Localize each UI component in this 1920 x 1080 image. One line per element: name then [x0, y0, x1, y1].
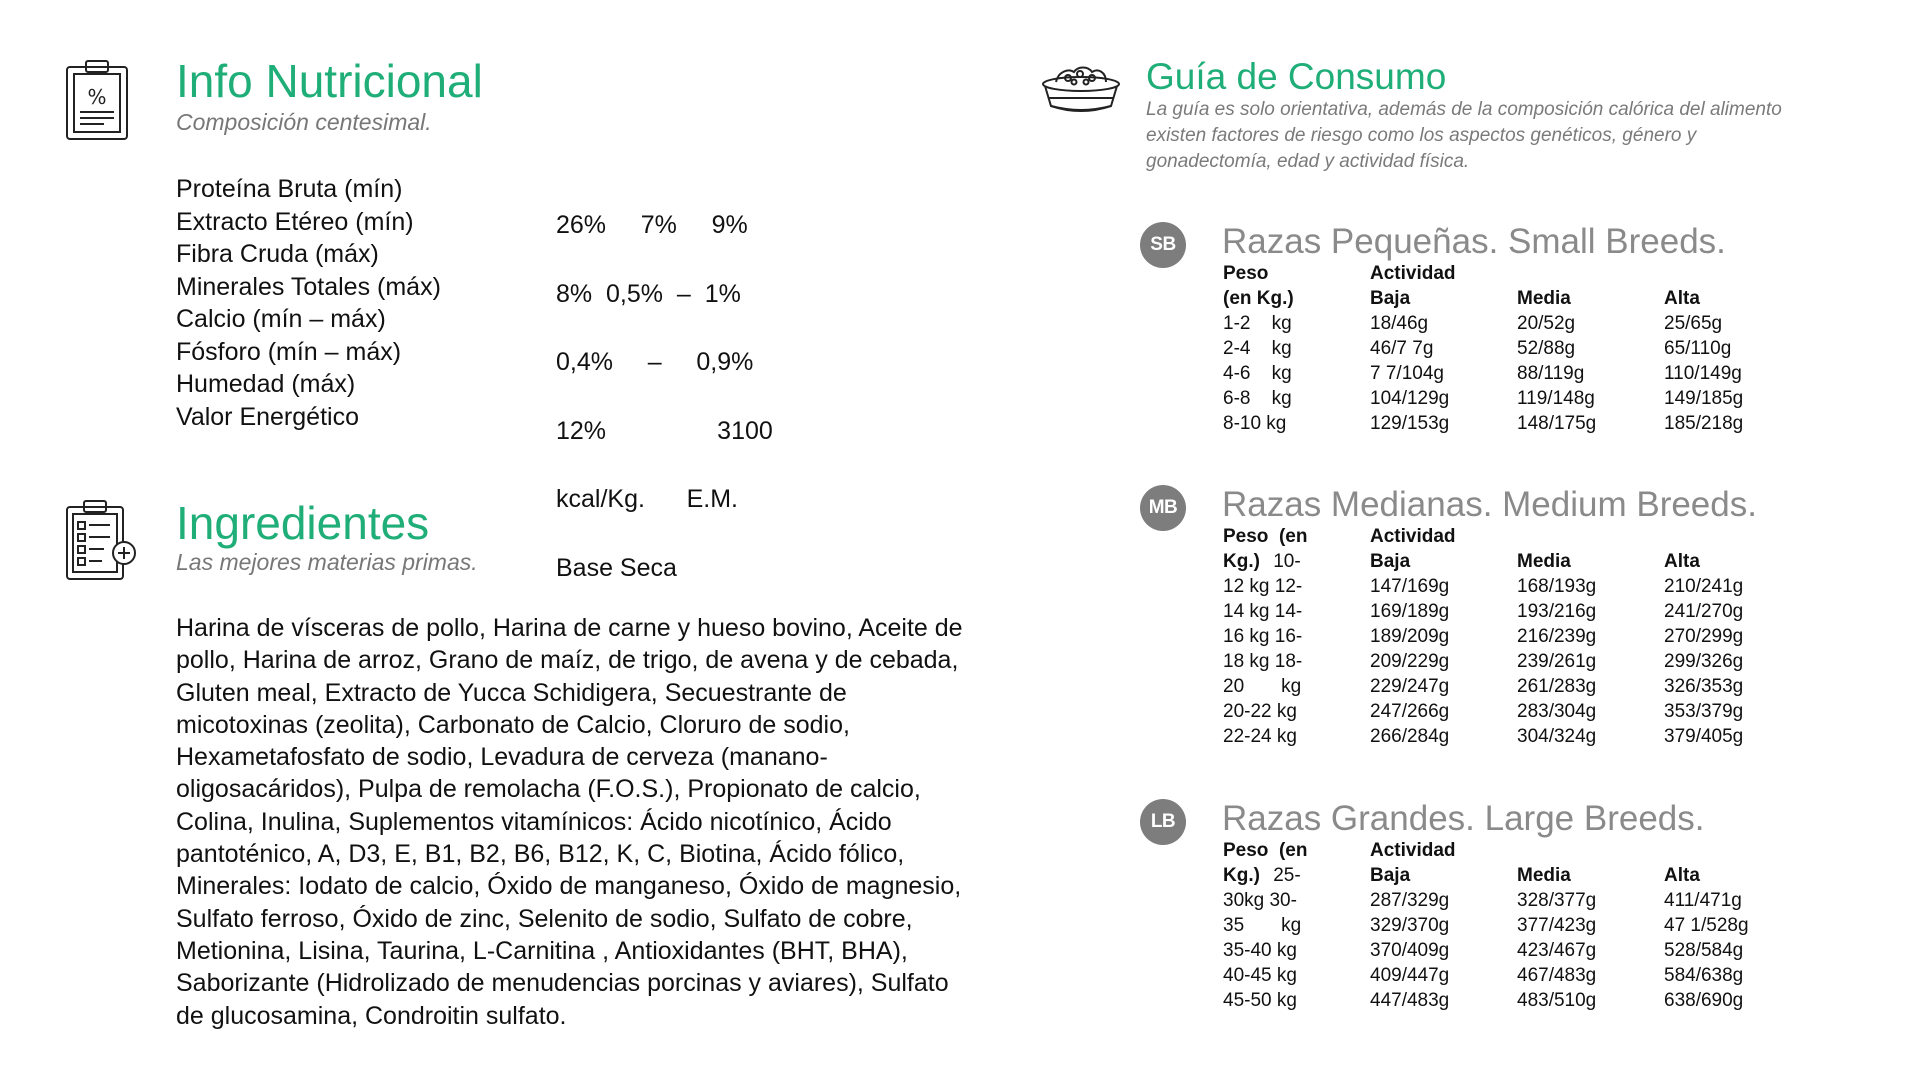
table-cell: 353/379g — [1664, 701, 1744, 722]
table-header-row — [1223, 549, 1774, 574]
header-cell: Peso (en — [1223, 840, 1308, 861]
badge-small-breeds: SB — [1140, 222, 1186, 268]
badge-medium-breeds: MB — [1140, 485, 1186, 531]
table-cell: 328/377g — [1517, 890, 1597, 911]
table-cell: 149/185g — [1664, 388, 1744, 409]
table-cell: 326/353g — [1664, 676, 1744, 697]
header-cell — [1664, 261, 1774, 286]
nutrient-label: Humedad (máx) — [176, 370, 356, 398]
nutrient-values — [556, 173, 773, 602]
header-cell — [1664, 524, 1774, 549]
table-header-row — [1223, 286, 1774, 311]
nutrient-value: 8% 0,5% – 1% — [556, 279, 741, 308]
nutrient-label: Calcio (mín – máx) — [176, 305, 386, 333]
ingredients-title: Ingredientes — [176, 497, 430, 549]
table-cell: 185/218g — [1664, 413, 1744, 434]
table-row — [1223, 361, 1774, 386]
medium-breeds-table — [1223, 524, 1774, 749]
header-cell: Peso (en — [1223, 526, 1308, 547]
table-row — [1223, 386, 1774, 411]
table-cell: 266/284g — [1370, 726, 1450, 747]
table-cell: 14 kg 14- — [1223, 601, 1303, 622]
table-cell: 216/239g — [1517, 626, 1597, 647]
table-cell: 12 kg 12- — [1223, 576, 1303, 597]
nutrient-label: Valor Energético — [176, 402, 359, 431]
header-cell: Media — [1517, 865, 1571, 886]
table-row — [1223, 649, 1774, 674]
header-cell: Actividad — [1370, 263, 1456, 284]
header-cell: Baja — [1370, 865, 1411, 886]
table-cell: 7 7/104g — [1370, 363, 1444, 384]
table-row — [1223, 988, 1774, 1013]
table-cell: 447/483g — [1370, 990, 1450, 1011]
table-cell: 168/193g — [1517, 576, 1597, 597]
table-cell: 467/483g — [1517, 965, 1597, 986]
table-cell: 52/88g — [1517, 338, 1576, 359]
svg-text:%: % — [87, 85, 107, 109]
table-cell: 270/299g — [1664, 626, 1744, 647]
header-cell: Actividad — [1370, 840, 1456, 861]
table-row — [1223, 724, 1774, 749]
table-cell: 299/326g — [1664, 651, 1744, 672]
table-cell: 210/241g — [1664, 576, 1744, 597]
weight-range-start: 25- — [1273, 865, 1301, 886]
header-cell: Media — [1517, 551, 1571, 572]
header-cell: Baja — [1370, 551, 1411, 572]
table-cell: 239/261g — [1517, 651, 1597, 672]
table-header-row — [1223, 863, 1774, 888]
table-cell: 22-24 kg — [1223, 726, 1297, 747]
header-cell: Actividad — [1370, 526, 1456, 547]
table-cell: 148/175g — [1517, 413, 1597, 434]
table-row — [1223, 411, 1774, 436]
badge-large-breeds: LB — [1140, 799, 1186, 845]
info-subtitle: Composición centesimal. — [176, 109, 432, 135]
large-breeds-table — [1223, 838, 1774, 1013]
table-cell: 46/7 7g — [1370, 338, 1434, 359]
header-cell — [1517, 524, 1664, 549]
header-cell — [1664, 838, 1774, 863]
header-cell — [1517, 261, 1664, 286]
table-cell: 2-4 kg — [1223, 338, 1292, 359]
header-cell — [1517, 838, 1664, 863]
table-header-row — [1223, 261, 1774, 286]
table-cell: 379/405g — [1664, 726, 1744, 747]
clipboard-percent-icon — [64, 58, 130, 142]
nutrient-value: 0,4% – 0,9% — [556, 348, 754, 376]
table-cell: 110/149g — [1664, 363, 1742, 384]
table-cell: 209/229g — [1370, 651, 1450, 672]
table-cell: 283/304g — [1517, 701, 1597, 722]
header-cell: (en Kg.) — [1223, 288, 1294, 309]
table-cell: 18/46g — [1370, 313, 1429, 334]
nutrient-labels — [176, 173, 441, 433]
table-row — [1223, 336, 1774, 361]
nutrient-label: Proteína Bruta (mín) — [176, 175, 403, 203]
table-cell: 304/324g — [1517, 726, 1597, 747]
checklist-clipboard-icon — [64, 498, 140, 582]
table-cell: 193/216g — [1517, 601, 1597, 622]
table-cell: 528/584g — [1664, 940, 1744, 961]
nutrient-value: Base Seca — [556, 553, 677, 582]
table-cell: 483/510g — [1517, 990, 1597, 1011]
weight-range-start: 10- — [1273, 551, 1301, 572]
nutrient-value: 26% 7% 9% — [556, 211, 748, 239]
table-cell: 287/329g — [1370, 890, 1450, 911]
table-cell: 20/52g — [1517, 313, 1576, 334]
table-header-row — [1223, 838, 1774, 863]
table-cell: 411/471g — [1664, 890, 1742, 911]
header-cell: Media — [1517, 288, 1571, 309]
table-cell: 35 kg — [1223, 915, 1302, 936]
guide-title: Guía de Consumo — [1146, 56, 1447, 97]
table-cell: 261/283g — [1517, 676, 1597, 697]
nutrient-label: Minerales Totales (máx) — [176, 272, 441, 301]
table-cell: 88/119g — [1517, 363, 1585, 384]
table-cell: 147/169g — [1370, 576, 1450, 597]
food-bowl-icon — [1040, 60, 1122, 116]
table-cell: 35-40 kg — [1223, 940, 1297, 961]
header-cell: Kg.) — [1223, 865, 1260, 886]
table-cell: 40-45 kg — [1223, 965, 1297, 986]
ingredients-text: Harina de vísceras de pollo, Harina de carne y hueso bovino, Aceite de pollo, Harina de arroz, Grano de maíz, de trigo, de avena y de cebada, Gluten meal, Extracto de Yucca Schidigera, Secuestrante de micotoxinas (zeolita), Carbonato de Calcio, Cloruro de sodio, Hexametafosfato de sodio, Levadura de cerveza (manano-oligosacáridos), Pulpa de remolacha (F.O.S.), Propionato de calcio, Colina, Inulina, Suplementos vitamínicos: Ácido nicotínico, Ácido pantoténico, A, D3, E, B1, B2, B6, B12, K, C, Biotina, Ácido fólico, Minerales: Iodato de calcio, Óxido de manganeso, Óxido de magnesio, Sulfato ferroso, Óxido de zinc, Selenito de sodio, Sulfato de cobre, Metionina, Lisina, Taurina, L-Carnitina , Antioxidantes (BHT, BHA), Saborizante (Hidrolizado de menudencias porcinas y aviares), Sulfato de glucosamina, Condroitin sulfato. — [176, 614, 963, 1030]
table-row — [1223, 888, 1774, 913]
header-cell: Baja — [1370, 288, 1411, 309]
table-cell: 16 kg 16- — [1223, 626, 1303, 647]
breed-title-small: Razas Pequeñas. Small Breeds. — [1222, 222, 1726, 261]
table-cell: 119/148g — [1517, 388, 1595, 409]
table-cell: 45-50 kg — [1223, 990, 1297, 1011]
table-cell: 377/423g — [1517, 915, 1597, 936]
table-row — [1223, 574, 1774, 599]
table-cell: 47 1/528g — [1664, 915, 1749, 936]
table-row — [1223, 674, 1774, 699]
table-cell: 584/638g — [1664, 965, 1744, 986]
table-cell: 104/129g — [1370, 388, 1450, 409]
table-cell: 8-10 kg — [1223, 413, 1287, 434]
table-cell: 229/247g — [1370, 676, 1450, 697]
header-cell: Peso — [1223, 263, 1269, 284]
table-cell: 20-22 kg — [1223, 701, 1297, 722]
table-cell: 169/189g — [1370, 601, 1450, 622]
table-cell: 30kg 30- — [1223, 890, 1297, 911]
table-cell: 329/370g — [1370, 915, 1450, 936]
table-cell: 370/409g — [1370, 940, 1450, 961]
table-cell: 129/153g — [1370, 413, 1450, 434]
table-row — [1223, 311, 1774, 336]
header-cell: Alta — [1664, 551, 1700, 572]
table-row — [1223, 699, 1774, 724]
table-cell: 247/266g — [1370, 701, 1450, 722]
table-cell: 65/110g — [1664, 338, 1732, 359]
header-cell: Kg.) — [1223, 551, 1260, 572]
table-cell: 6-8 kg — [1223, 388, 1292, 409]
nutrient-value: 12% 3100 — [556, 416, 773, 445]
ingredients-subtitle: Las mejores materias primas. — [176, 549, 478, 575]
guide-note: La guía es solo orientativa, además de la composición calórica del alimento existen factores de riesgo como los aspectos genéticos, género y gonadectomía, edad y actividad física. — [1146, 99, 1782, 172]
table-cell: 20 kg — [1223, 676, 1302, 697]
header-cell: Alta — [1664, 865, 1700, 886]
table-row — [1223, 963, 1774, 988]
header-cell: Alta — [1664, 288, 1700, 309]
table-cell: 241/270g — [1664, 601, 1744, 622]
table-cell: 189/209g — [1370, 626, 1450, 647]
table-cell: 638/690g — [1664, 990, 1744, 1011]
table-header-row — [1223, 524, 1774, 549]
table-cell: 18 kg 18- — [1223, 651, 1303, 672]
nutrient-label: Fibra Cruda (máx) — [176, 240, 379, 268]
table-row — [1223, 599, 1774, 624]
nutrient-label: Extracto Etéreo (mín) — [176, 207, 414, 236]
table-cell: 409/447g — [1370, 965, 1450, 986]
table-row — [1223, 938, 1774, 963]
table-cell: 423/467g — [1517, 940, 1597, 961]
table-row — [1223, 913, 1774, 938]
table-cell: 25/65g — [1664, 313, 1723, 334]
info-title: Info Nutricional — [176, 55, 483, 107]
breed-title-large: Razas Grandes. Large Breeds. — [1222, 799, 1705, 838]
nutrient-value: kcal/Kg. E.M. — [556, 485, 738, 513]
nutrient-label: Fósforo (mín – máx) — [176, 337, 402, 366]
breed-title-medium: Razas Medianas. Medium Breeds. — [1222, 485, 1757, 524]
table-cell: 1-2 kg — [1223, 313, 1292, 334]
table-row — [1223, 624, 1774, 649]
table-cell: 4-6 kg — [1223, 363, 1292, 384]
small-breeds-table — [1223, 261, 1774, 436]
